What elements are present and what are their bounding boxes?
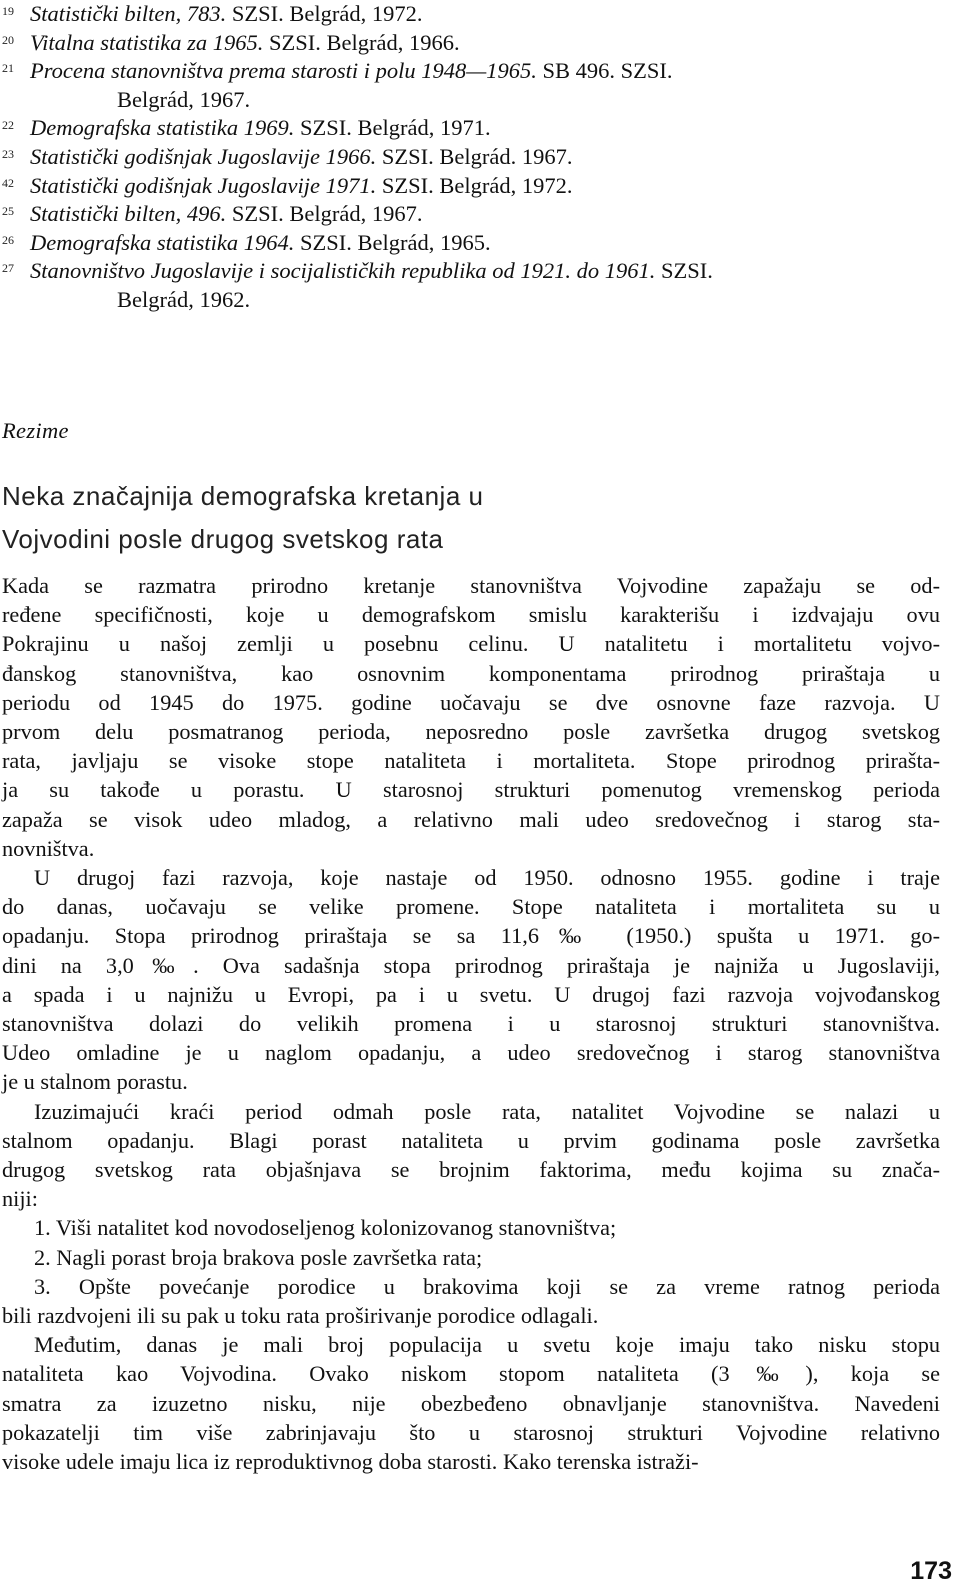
summary-title bbox=[2, 475, 483, 561]
body-line: Kada se razmatra prirodno kretanje stanovništva Vojvodine zapažaju se od- bbox=[2, 573, 940, 598]
reference-title: Stanovništvo Jugoslavije i socijalističkih republika od 1921. do 1961. bbox=[30, 258, 656, 284]
summary-label: Rezime bbox=[2, 418, 69, 443]
reference-publisher: SZSI. Belgrád, 1972. bbox=[376, 172, 573, 198]
body-line: đanskog stanovništva, kao osnovnim komponentama prirodnog priraštaja u bbox=[2, 660, 940, 686]
reference-title: Statistički bilten, 783. bbox=[30, 1, 227, 26]
reference-publisher: SB 496. SZSI. bbox=[536, 58, 673, 84]
body-text bbox=[2, 571, 940, 1476]
body-line: U drugoj fazi razvoja, koje nastaje od 1950. odnosno 1955. godine i traje bbox=[34, 865, 940, 891]
reference-item bbox=[2, 0, 954, 29]
body-line: a spada i u najnižu u Evropi, pa i u svetu. U drugoj fazi razvoja vojvođanskog bbox=[2, 981, 940, 1007]
body-line: do danas, uočavaju se velike promene. Stope nataliteta i mortaliteta su u bbox=[2, 894, 940, 920]
reference-publisher: SZSI. Belgrád, 1965. bbox=[294, 229, 491, 255]
reference-number: 42 bbox=[2, 175, 14, 190]
reference-title: Demografska statistika 1964. bbox=[30, 229, 295, 255]
reference-title: Statistički godišnjak Jugoslavije 1971. bbox=[30, 172, 377, 198]
reference-publisher: SZSI. Belgrád, 1966. bbox=[263, 29, 460, 55]
reference-number: 21 bbox=[2, 61, 14, 76]
body-line: nataliteta kao Vojvodina. Ovako niskom stopom nataliteta (3‰), koja se bbox=[2, 1361, 940, 1387]
reference-title: Statistički bilten, 496. bbox=[30, 201, 227, 227]
body-line: novništva. bbox=[2, 835, 95, 861]
reference-number: 27 bbox=[2, 261, 14, 276]
reference-publisher: SZSI. Belgrád, 1972. bbox=[226, 1, 423, 26]
reference-item bbox=[2, 172, 954, 201]
body-line: smatra za izuzetno nisku, nije obezbeđeno obnavljanje stanovništva. Navedeni bbox=[2, 1390, 940, 1416]
summary-title-line: Neka značajnija demografska kretanja u bbox=[2, 481, 484, 511]
reference-title: Demografska statistika 1969. bbox=[30, 115, 295, 141]
body-line: periodu od 1945 do 1975. godine uočavaju se dve osnovne faze razvoja. U bbox=[2, 689, 940, 715]
reference-title: Procena stanovništva prema starosti i polu 1948—1965. bbox=[30, 58, 537, 84]
reference-number: 25 bbox=[2, 204, 14, 219]
body-line: 2. Nagli porast broja brakova posle završetka rata; bbox=[34, 1244, 483, 1270]
body-line: zapaža se visok udeo mladog, a relativno mali udeo sredovečnog i starog sta- bbox=[2, 806, 940, 832]
page-number: 173 bbox=[910, 1557, 952, 1585]
body-line: pokazatelji tim više zabrinjavaju što u starosnoj strukturi Vojvodine relativno bbox=[2, 1419, 940, 1445]
body-line: Izuzimajući kraći period odmah posle rata, natalitet Vojvodine se nalazi u bbox=[34, 1098, 940, 1124]
reference-item bbox=[2, 200, 954, 229]
body-line: drugog svetskog rata objašnjava se brojnim faktorima, među kojima su znača- bbox=[2, 1157, 940, 1183]
body-line: ja su takođe u porastu. U starosnoj strukturi pomenutog vremenskog perioda bbox=[2, 777, 940, 803]
body-line: je u stalnom porastu. bbox=[2, 1069, 188, 1095]
reference-publisher: SZSI. Belgrád, 1967. bbox=[226, 201, 423, 227]
summary-title-line: Vojvodini posle drugog svetskog rata bbox=[2, 524, 444, 554]
body-line: dini na 3,0‰. Ova sadašnja stopa prirodnog priraštaja je najniža u Jugoslaviji, bbox=[2, 952, 940, 978]
reference-list bbox=[2, 0, 954, 315]
body-line: niji: bbox=[2, 1186, 38, 1212]
reference-item bbox=[2, 29, 954, 58]
body-line: stanovništva dolazi do velikih promena i u starosnoj strukturi stanovništva. bbox=[2, 1011, 940, 1037]
body-line: stalnom opadanju. Blagi porast nataliteta u prvim godinama posle završetka bbox=[2, 1127, 940, 1153]
body-line: prvom delu posmatranog perioda, neposredno posle završetka drugog svetskog bbox=[2, 719, 940, 745]
reference-number: 23 bbox=[2, 146, 14, 161]
reference-continuation: Belgrád, 1962. bbox=[117, 286, 251, 312]
reference-item bbox=[2, 114, 954, 143]
reference-publisher: SZSI. Belgrád. 1967. bbox=[376, 143, 573, 169]
reference-number: 19 bbox=[2, 4, 14, 18]
body-line: Udeo omladine je u naglom opadanju, a udeo sredovečnog i starog stanovništva bbox=[2, 1040, 940, 1066]
reference-number: 20 bbox=[2, 32, 14, 47]
body-line: rata, javljaju se visoke stope nataliteta i mortaliteta. Stope prirodnog prirašta- bbox=[2, 748, 940, 774]
reference-item bbox=[2, 143, 954, 172]
reference-title: Statistički godišnjak Jugoslavije 1966. bbox=[30, 143, 377, 169]
body-line: opadanju. Stopa prirodnog priraštaja se sa 11,6‰ (1950.) spušta u 1971. go- bbox=[2, 923, 940, 949]
reference-number: 22 bbox=[2, 118, 14, 133]
body-line: 3. Opšte povećanje porodice u brakovima koji se za vreme ratnog perioda bbox=[34, 1273, 940, 1299]
reference-item bbox=[2, 257, 954, 314]
reference-item bbox=[2, 229, 954, 258]
reference-title: Vitalna statistika za 1965. bbox=[30, 29, 264, 55]
body-line: visoke udele imaju lica iz reproduktivnog doba starosti. Kako terenska istraži- bbox=[2, 1449, 699, 1475]
body-line: ređene specifičnosti, koje u demografskom smislu karakterišu i izdvajaju ovu bbox=[2, 602, 940, 628]
body-line: Pokrajinu u našoj zemlji u posebnu celinu. U natalitetu i mortalitetu vojvo- bbox=[2, 631, 940, 657]
reference-publisher: SZSI. Belgrád, 1971. bbox=[294, 115, 491, 141]
body-line: 1. Viši natalitet kod novodoseljenog kolonizovanog stanovništva; bbox=[34, 1215, 617, 1241]
body-line: Međutim, danas je mali broj populacija u svetu koje imaju tako nisku stopu bbox=[34, 1332, 940, 1358]
reference-continuation: Belgrád, 1967. bbox=[117, 86, 251, 112]
reference-publisher: SZSI. bbox=[655, 258, 713, 284]
reference-number: 26 bbox=[2, 232, 14, 247]
reference-item bbox=[2, 57, 954, 114]
body-line: bili razdvojeni ili su pak u toku rata proširivanje porodice odlagali. bbox=[2, 1303, 599, 1329]
